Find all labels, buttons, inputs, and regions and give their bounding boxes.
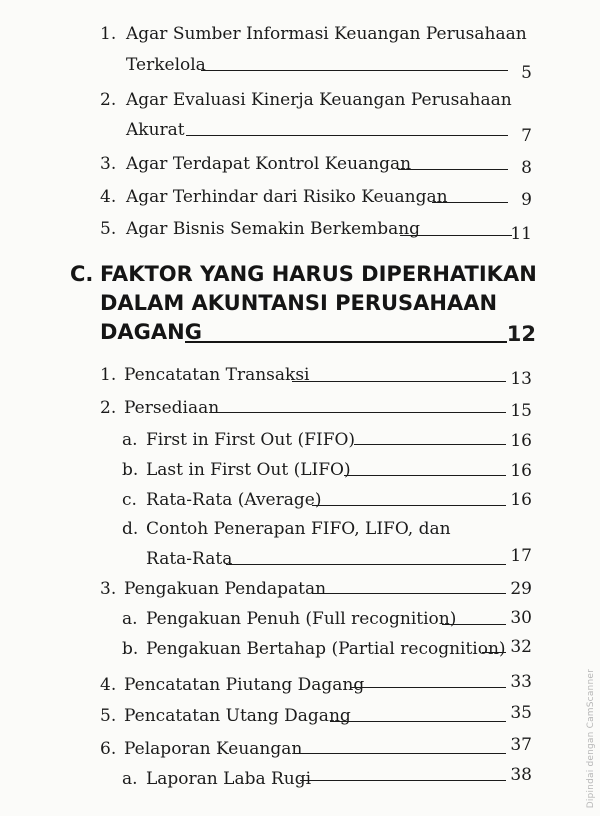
dot-leader [400,235,512,236]
entry-number: 3. [100,579,117,599]
page-number: 16 [510,431,532,451]
toc-entry [100,397,540,423]
section-letter: C. [70,262,94,286]
dot-leader [350,687,506,688]
dot-leader [432,202,508,203]
page-number: 16 [510,490,532,510]
entry-title: Pengakuan Pendapatan [124,579,327,599]
page-number: 8 [521,158,532,178]
toc-entry [100,364,540,390]
entry-number: 4. [100,187,117,207]
entry-title: Agar Bisnis Semakin Berkembang [126,219,421,239]
page-number: 7 [521,126,532,146]
dot-leader [312,505,506,506]
toc-entry [100,218,540,246]
entry-number: 5. [100,706,117,726]
entry-title: Pencatatan Transaksi [124,365,310,385]
dot-leader [186,135,508,136]
entry-number: 1. [100,24,117,44]
dot-leader [201,70,508,71]
entry-title: Last in First Out (LIFO) [146,460,351,480]
toc-entry [100,186,540,214]
entry-title: Pencatatan Piutang Dagang [124,675,365,695]
dot-leader [442,624,506,625]
page-number: 17 [510,546,532,566]
page-number: 13 [510,369,532,389]
entry-title: Agar Evaluasi Kinerja Keuangan Perusahaan [126,90,512,110]
entry-title: Agar Terhindar dari Risiko Keuangan [126,187,448,207]
entry-number: 3. [100,154,117,174]
dot-leader [292,381,506,382]
entry-number: 4. [100,675,117,695]
toc-subentry [122,489,540,515]
page-number: 9 [521,190,532,210]
dot-leader [330,721,506,722]
entry-number: 6. [100,739,117,759]
entry-letter: a. [122,609,138,629]
page-number: 11 [510,224,532,244]
entry-title: Laporan Laba Rugi [146,769,312,789]
scanner-watermark: Dipindai dengan CamScanner [586,668,596,808]
toc-entry [100,153,540,181]
toc-entry [100,705,540,731]
entry-number: 5. [100,219,117,239]
page-number: 38 [510,765,532,785]
entry-title: Persediaan [124,398,220,418]
toc-entry [100,578,540,604]
toc-subentry [122,518,540,570]
entry-title-continued: Akurat [126,120,185,140]
entry-number: 2. [100,90,117,110]
dot-leader [211,412,506,413]
page-number: 33 [510,672,532,692]
entry-letter: a. [122,430,138,450]
page-number: 35 [510,703,532,723]
section-title-line-2: DALAM AKUNTANSI PERUSAHAAN [100,291,498,315]
entry-number: 1. [100,365,117,385]
dot-leader [344,475,506,476]
page-number: 30 [510,608,532,628]
page-number: 32 [510,637,532,657]
toc-entry [100,23,540,83]
entry-title: Pencatatan Utang Dagang [124,706,351,726]
dot-leader [398,169,508,170]
toc-entry [100,735,540,764]
page-number: 37 [510,735,532,755]
section-title-line-1: FAKTOR YANG HARUS DIPERHATIKAN [100,262,537,286]
entry-letter: c. [122,490,137,510]
entry-letter: b. [122,460,139,480]
page-number: 29 [510,579,532,599]
dot-leader [313,593,506,594]
entry-title: First in First Out (FIFO) [146,430,356,450]
toc-subentry [122,608,540,634]
page-number: 5 [521,63,532,83]
toc-subentry [122,429,540,455]
section-page-number: 12 [506,322,536,346]
entry-title: Pelaporan Keuangan [124,739,303,759]
entry-letter: d. [122,519,139,539]
section-title-line-3: DAGANG [100,320,202,344]
entry-title-continued: Terkelola [126,55,206,75]
entry-letter: b. [122,639,139,659]
dot-leader [295,753,506,754]
toc-entry [100,674,540,700]
toc-subentry [122,765,540,794]
section-heading [70,260,540,347]
entry-title: Contoh Penerapan FIFO, LIFO, dan [146,519,451,539]
entry-title-continued: Rata-Rata [146,549,233,569]
section-leader [185,341,507,343]
entry-title: Agar Terdapat Kontrol Keuangan [126,154,412,174]
dot-leader [300,780,506,781]
page-number: 16 [510,461,532,481]
entry-letter: a. [122,769,138,789]
entry-title: Pengakuan Bertahap (Partial recognition) [146,639,506,659]
toc-subentry [122,459,540,485]
entry-title: Pengakuan Penuh (Full recognition) [146,609,457,629]
toc-subentry [122,638,540,664]
dot-leader [226,564,506,565]
entry-number: 2. [100,398,117,418]
entry-title: Agar Sumber Informasi Keuangan Perusahaan [126,24,527,44]
dot-leader [354,444,506,445]
page-number: 15 [510,401,532,421]
toc-entry [100,89,540,149]
entry-title: Rata-Rata (Average) [146,490,322,510]
